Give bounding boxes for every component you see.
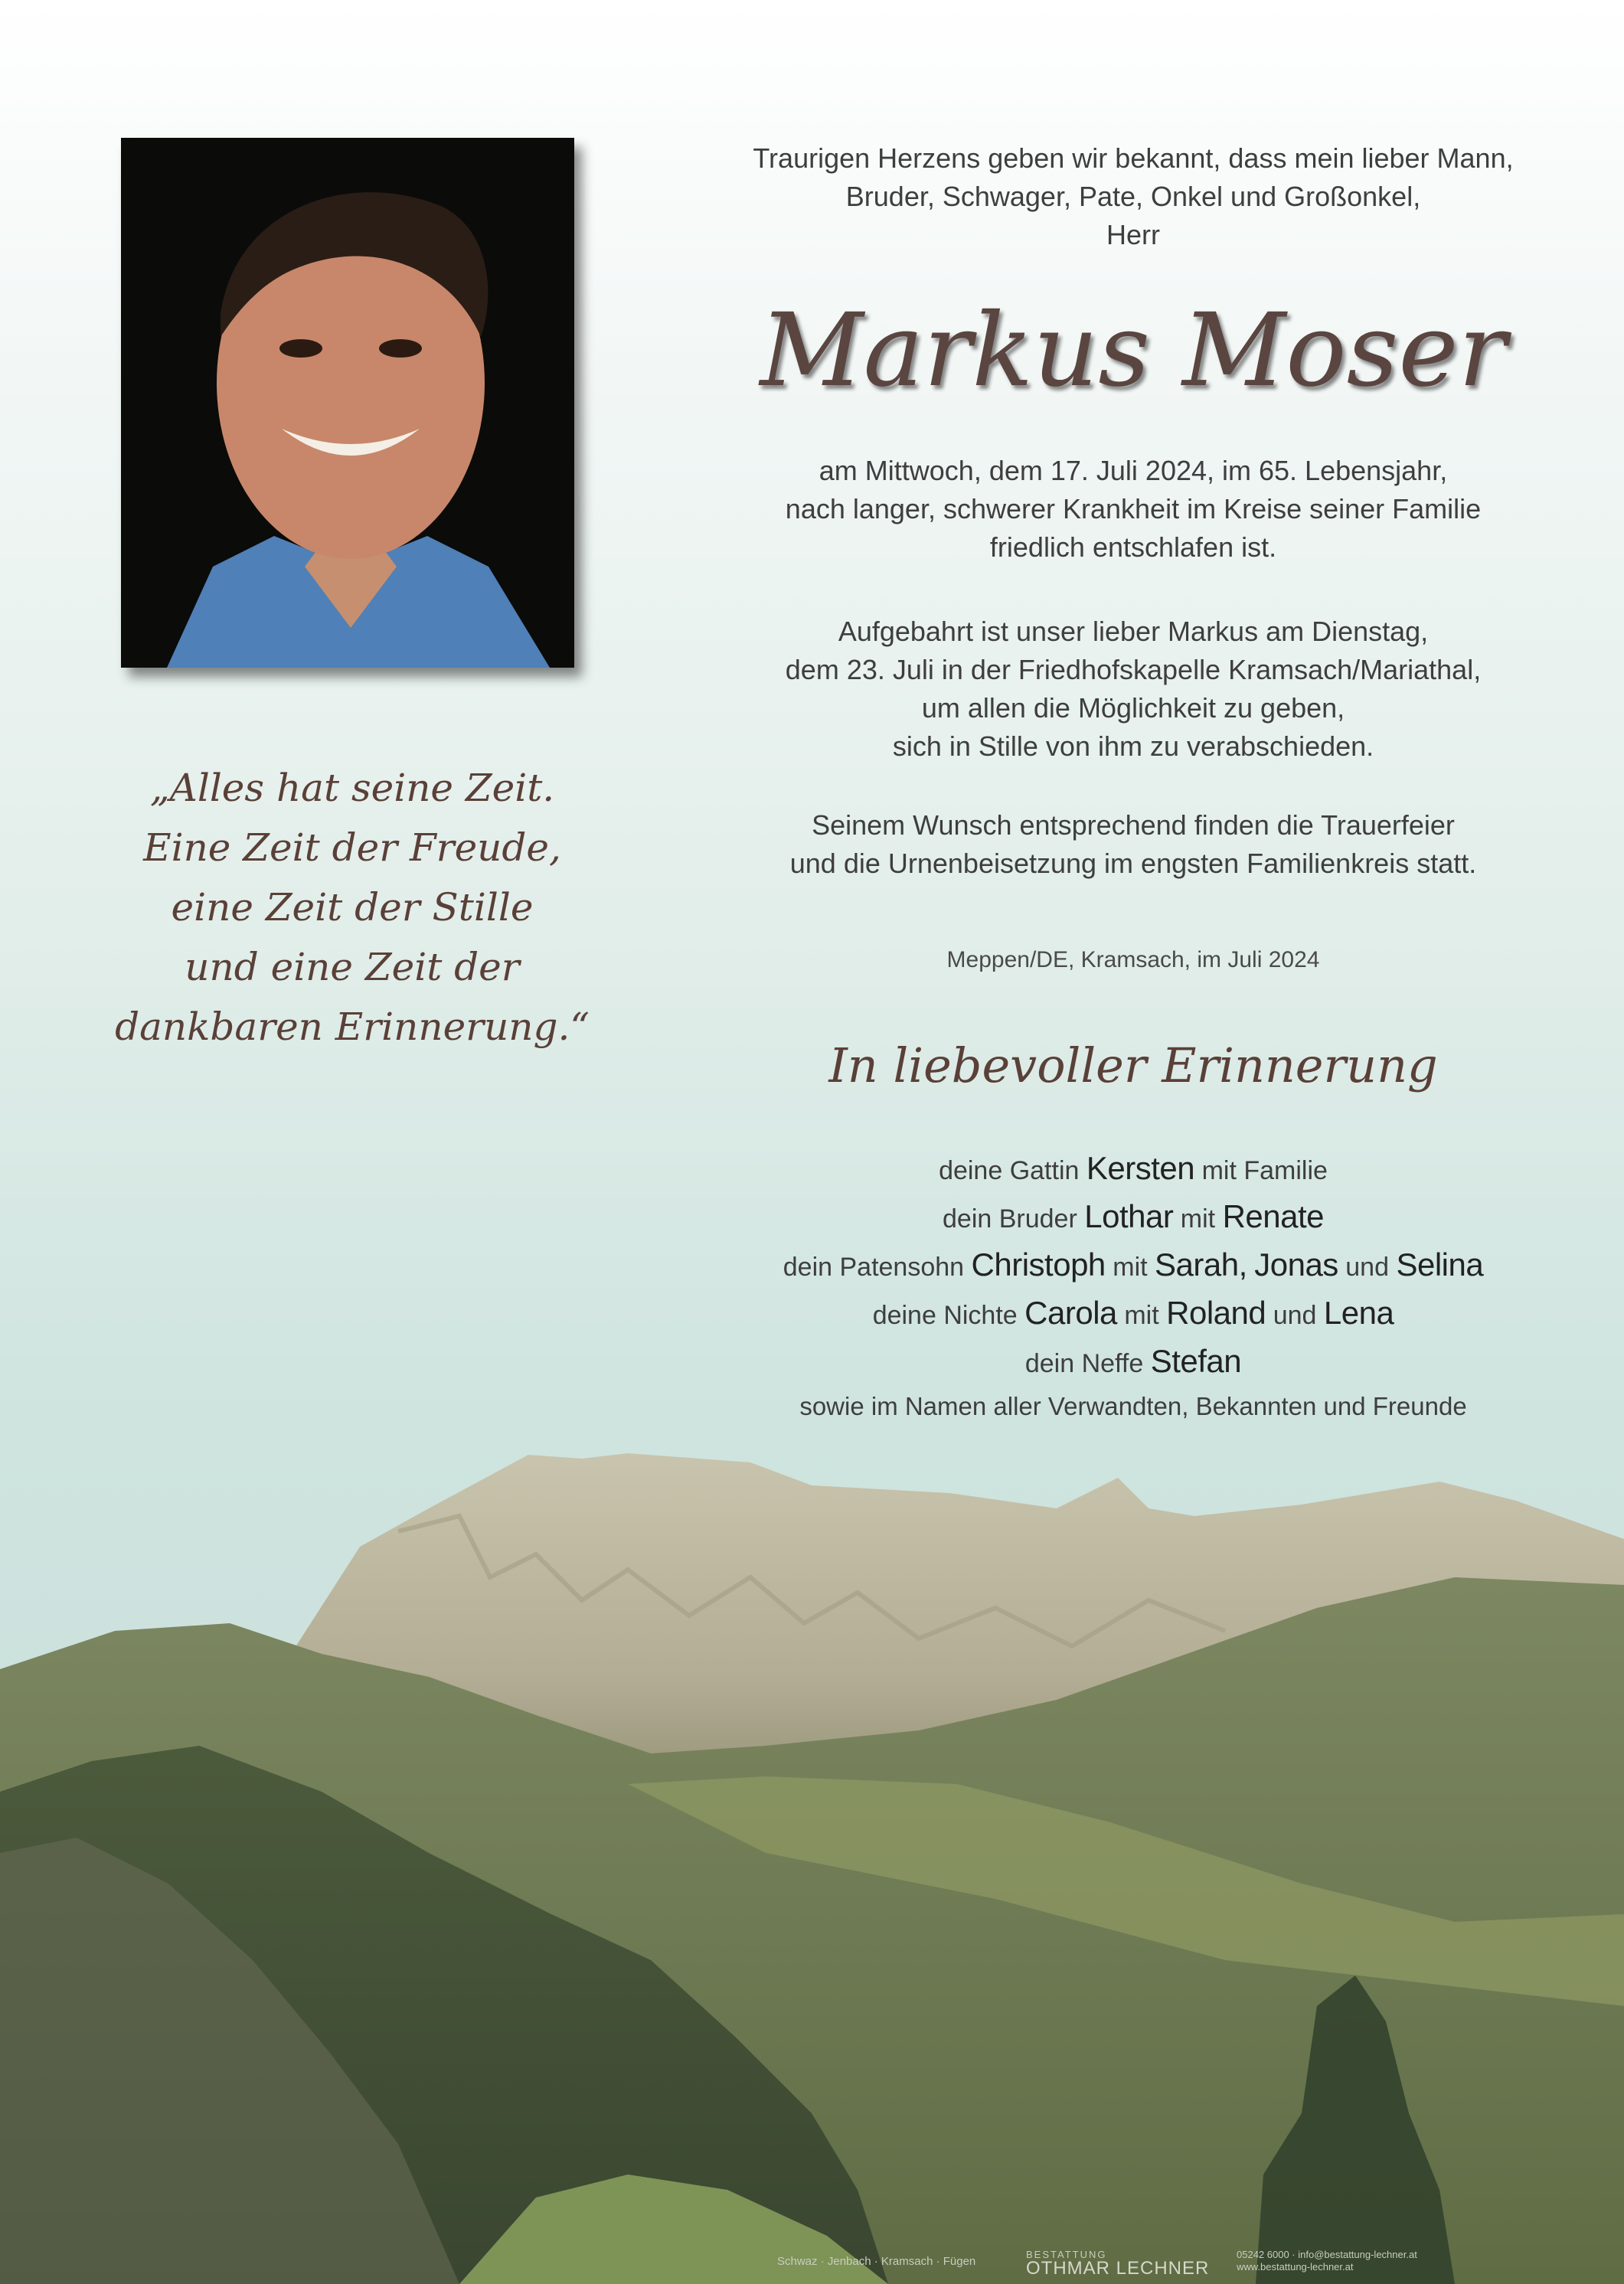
funeral-home-footer	[777, 2247, 1505, 2278]
mourner-name: Kersten	[1086, 1150, 1195, 1186]
quote-line: eine Zeit der Stille	[171, 885, 534, 930]
relation: dein Bruder	[943, 1204, 1077, 1233]
mourner-name: Lena	[1323, 1295, 1394, 1331]
text-line: Seinem Wunsch entsprechend finden die Trauerfeier	[812, 809, 1455, 841]
text-line: sich in Stille von ihm zu verabschieden.	[892, 730, 1374, 762]
mourner-name: Sarah,	[1155, 1247, 1247, 1283]
footer-brand-name: OTHMAR LECHNER	[1026, 2258, 1210, 2279]
text-line: dem 23. Juli in der Friedhofskapelle Kramsach/Mariathal,	[785, 654, 1482, 685]
relation: dein Neffe	[1024, 1349, 1144, 1378]
quote-block	[77, 758, 628, 1057]
connector: mit	[1113, 1253, 1148, 1282]
funeral-details	[689, 806, 1577, 883]
connector: mit	[1180, 1204, 1216, 1233]
text-line: um allen die Möglichkeit zu geben,	[921, 692, 1345, 724]
mourner-name: Lothar	[1084, 1198, 1174, 1234]
mourner-name: Roland	[1166, 1295, 1266, 1331]
relation: deine Gattin	[939, 1156, 1080, 1185]
intro-line: Herr	[1106, 219, 1160, 250]
connector: mit	[1124, 1301, 1159, 1330]
relation: mit Familie	[1201, 1156, 1328, 1185]
quote-line: und eine Zeit der	[185, 945, 520, 989]
footer-contact	[1237, 2249, 1417, 2273]
mourner-name: Renate	[1222, 1198, 1324, 1234]
text-line: am Mittwoch, dem 17. Juli 2024, im 65. Lebensjahr,	[819, 455, 1448, 486]
mourner-line	[689, 1338, 1577, 1387]
footer-brand-top: BESTATTUNG	[1026, 2249, 1107, 2260]
place-date: Meppen/DE, Kramsach, im Juli 2024	[946, 947, 1320, 972]
mourner-name: Christoph	[971, 1247, 1106, 1283]
text-line: Aufgebahrt ist unser lieber Markus am Dienstag,	[838, 616, 1429, 647]
mourner-line	[689, 1290, 1577, 1338]
mourner-line	[689, 1242, 1577, 1290]
text-line: nach langer, schwerer Krankheit im Kreise seiner Familie	[785, 493, 1482, 524]
mourner-name: Selina	[1396, 1247, 1484, 1283]
viewing-details	[689, 613, 1577, 766]
mourner-line	[689, 1194, 1577, 1242]
footer-contact-line: www.bestattung-lechner.at	[1237, 2261, 1354, 2273]
relation: dein Patensohn	[783, 1253, 965, 1282]
deceased-name: Markus Moser	[760, 292, 1507, 410]
mourner-name: Jonas	[1254, 1247, 1338, 1283]
closing-line: sowie im Namen aller Verwandten, Bekannten und Freunde	[799, 1392, 1467, 1420]
mourner-name: Stefan	[1150, 1343, 1242, 1379]
portrait-illustration	[121, 138, 574, 668]
memory-heading: In liebevoller Erinnerung	[828, 1037, 1438, 1093]
quote-line: „Alles hat seine Zeit.	[149, 766, 555, 810]
intro-line: Traurigen Herzens geben wir bekannt, dass mein lieber Mann,	[753, 142, 1514, 174]
text-line: friedlich entschlafen ist.	[989, 531, 1277, 563]
portrait-photo	[121, 138, 574, 668]
mourners-list	[689, 1145, 1577, 1387]
mourner-name: Carola	[1024, 1295, 1117, 1331]
footer-contact-line: 05242 6000 · info@bestattung-lechner.at	[1237, 2249, 1417, 2260]
text-line: und die Urnenbeisetzung im engsten Familienkreis statt.	[789, 848, 1477, 879]
announcement-intro	[689, 139, 1577, 254]
mourner-name-text: Sarah	[1155, 1247, 1239, 1283]
connector: und	[1273, 1301, 1317, 1330]
relation: deine Nichte	[872, 1301, 1018, 1330]
death-details	[689, 452, 1577, 567]
footer-locations: Schwaz · Jenbach · Kramsach · Fügen	[777, 2255, 976, 2268]
quote-line: Eine Zeit der Freude,	[143, 825, 561, 870]
mountain-landscape	[0, 1424, 1624, 2284]
mourner-line	[689, 1145, 1577, 1194]
connector: und	[1345, 1253, 1389, 1282]
quote-line: dankbaren Erinnerung.“	[115, 1005, 590, 1049]
intro-line: Bruder, Schwager, Pate, Onkel und Großonkel,	[845, 181, 1421, 212]
